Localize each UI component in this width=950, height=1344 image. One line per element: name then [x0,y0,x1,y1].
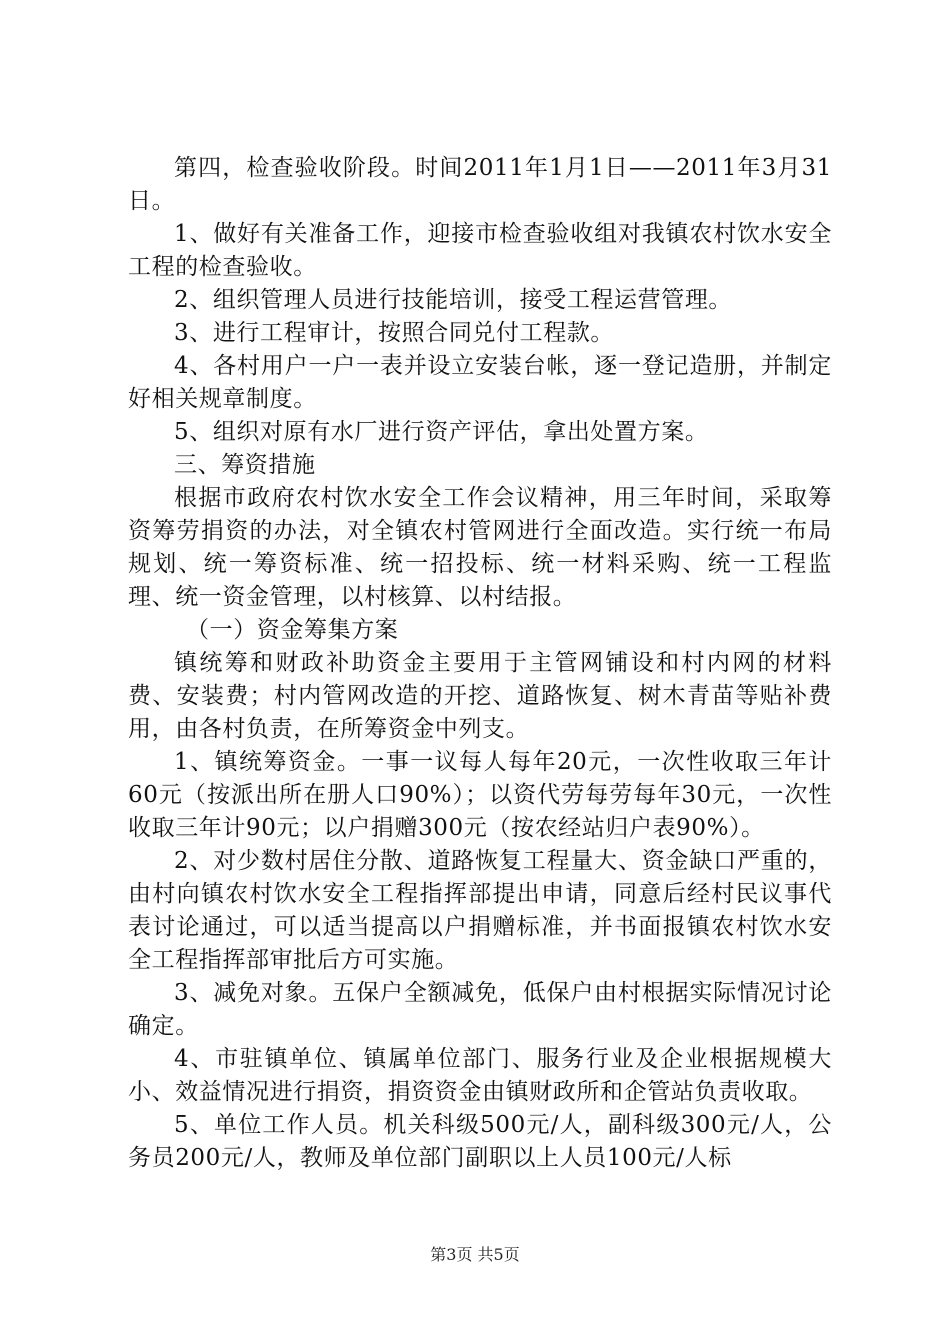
document-body [128,152,832,1175]
paragraph-stage-four: 第四，检查验收阶段。时间2011年1月1日——2011年3月31日。 [128,155,832,214]
subsection-heading-fund-plan: （一）资金筹集方案 [186,617,399,643]
paragraph-item-5: 5、组织对原有水厂进行资产评估，拿出处置方案。 [174,419,709,445]
paragraph-fund-item-3: 3、减免对象。五保户全额减免，低保户由村根据实际情况讨论确定。 [128,980,832,1039]
page-number-footer: 第3页 共5页 [430,1245,520,1264]
paragraph-fund-item-2: 2、对少数村居住分散、道路恢复工程量大、资金缺口严重的，由村向镇农村饮水安全工程指挥部提出申请，同意后经村民议事代表讨论通过，可以适当提高以户捐赠标准，并书面报镇农村饮水安全工程指挥部审批后方可实施。 [128,848,832,973]
paragraph-fund-item-5: 5、单位工作人员。机关科级500元/人，副科级300元/人，公务员200元/人，教师及单位部门副职以上人员100元/人标 [128,1112,832,1171]
paragraph-fund-usage: 镇统筹和财政补助资金主要用于主管网铺设和村内网的材料费、安装费；村内管网改造的开挖、道路恢复、树木青苗等贴补费用，由各村负责，在所筹资金中列支。 [128,650,832,742]
paragraph-item-4: 4、各村用户一户一表并设立安装台帐，逐一登记造册，并制定好相关规章制度。 [128,353,832,412]
paragraph-item-2: 2、组织管理人员进行技能培训，接受工程运营管理。 [174,287,733,313]
paragraph-fund-item-1: 1、镇统筹资金。一事一议每人每年20元，一次性收取三年计60元（按派出所在册人口90%）；以资代劳每劳每年30元，一次性收取三年计90元；以户捐赠300元（按农经站归户表90%）。 [128,749,832,841]
paragraph-item-3: 3、进行工程审计，按照合同兑付工程款。 [174,320,615,346]
paragraph-fund-item-4: 4、市驻镇单位、镇属单位部门、服务行业及企业根据规模大小、效益情况进行捐资，捐资资金由镇财政所和企管站负责收取。 [128,1046,832,1105]
section-heading-funding: 三、筹资措施 [174,452,316,478]
paragraph-funding-intro: 根据市政府农村饮水安全工作会议精神，用三年时间，采取筹资筹劳捐资的办法，对全镇农村管网进行全面改造。实行统一布局规划、统一筹资标准、统一招投标、统一材料采购、统一工程监理、统一资金管理，以村核算、以村结报。 [128,485,832,610]
paragraph-item-1: 1、做好有关准备工作，迎接市检查验收组对我镇农村饮水安全工程的检查验收。 [128,221,832,280]
